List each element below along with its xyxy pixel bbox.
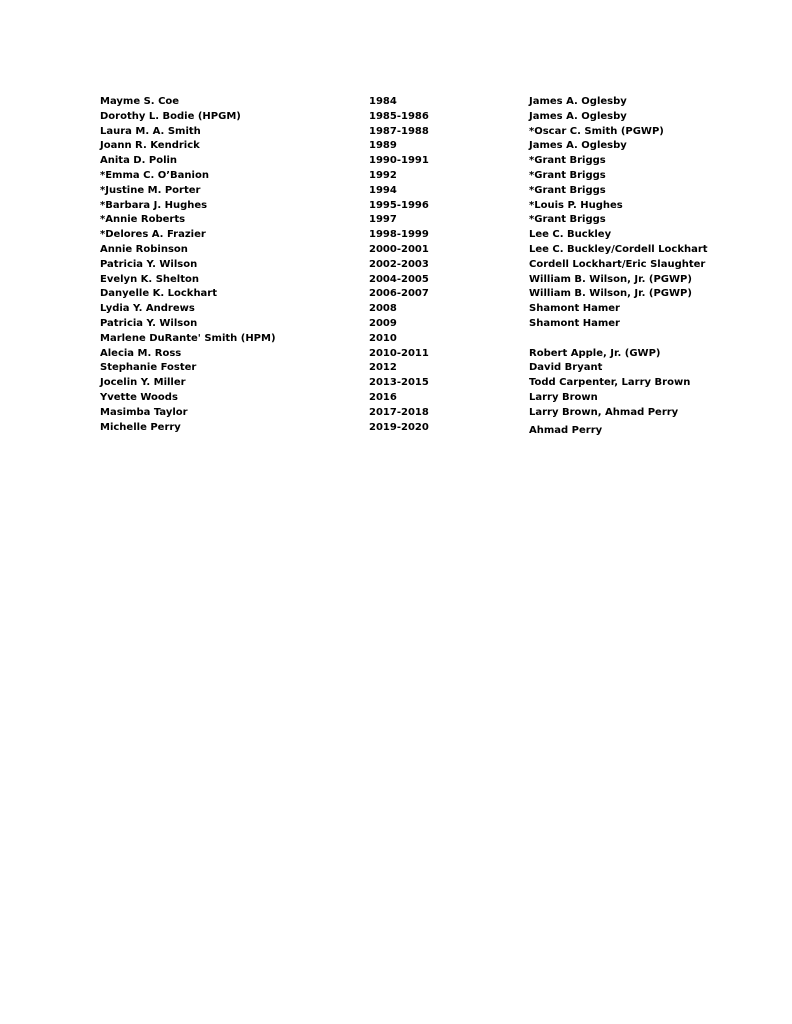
member-name: Patricia Y. Wilson xyxy=(100,317,198,329)
member-name: *Annie Roberts xyxy=(100,214,186,226)
term-years: 1989 xyxy=(369,140,397,152)
term-years: 1995-1996 xyxy=(369,199,429,211)
member-name: *Delores A. Frazier xyxy=(100,229,206,241)
member-name: Patricia Y. Wilson xyxy=(100,258,198,270)
partner-name: Lee C. Buckley xyxy=(529,229,612,241)
term-years: 2010-2011 xyxy=(369,347,429,359)
partner-name: David Bryant xyxy=(529,362,603,374)
term-years: 1997 xyxy=(369,214,397,226)
term-years: 1990-1991 xyxy=(369,155,429,167)
member-name: Annie Robinson xyxy=(100,243,188,255)
term-years: 1985-1986 xyxy=(369,110,429,122)
partner-name: Shamont Hamer xyxy=(529,317,620,329)
partner-name: Robert Apple, Jr. (GWP) xyxy=(529,347,661,359)
term-years: 2010 xyxy=(369,332,397,344)
term-years: 2017-2018 xyxy=(369,406,429,418)
term-years: 2006-2007 xyxy=(369,288,429,300)
term-years: 1994 xyxy=(369,184,397,196)
term-years: 2013-2015 xyxy=(369,377,429,389)
member-name: Yvette Woods xyxy=(100,391,178,403)
term-years: 2009 xyxy=(369,317,397,329)
partner-name: William B. Wilson, Jr. (PGWP) xyxy=(529,273,692,285)
partner-name: *Louis P. Hughes xyxy=(529,199,623,211)
term-years: 2012 xyxy=(369,362,397,374)
member-name: Jocelin Y. Miller xyxy=(100,377,186,389)
partner-name: Larry Brown, Ahmad Perry xyxy=(529,406,679,418)
member-name: Marlene DuRante' Smith (HPM) xyxy=(100,332,276,344)
partner-name: Lee C. Buckley/Cordell Lockhart xyxy=(529,243,708,255)
partner-name: William B. Wilson, Jr. (PGWP) xyxy=(529,288,692,300)
partner-name: *Oscar C. Smith (PGWP) xyxy=(529,125,664,137)
partner-name: Shamont Hamer xyxy=(529,303,620,315)
member-name: Mayme S. Coe xyxy=(100,96,180,107)
partner-name: Cordell Lockhart/Eric Slaughter xyxy=(529,258,706,270)
term-years: 2000-2001 xyxy=(369,243,429,255)
term-years: 2016 xyxy=(369,391,397,403)
member-name: *Emma C. O’Banion xyxy=(100,169,209,181)
member-name: Danyelle K. Lockhart xyxy=(100,288,218,300)
partner-name: *Grant Briggs xyxy=(529,169,606,181)
partner-name: Todd Carpenter, Larry Brown xyxy=(529,377,691,389)
member-name: Michelle Perry xyxy=(100,421,181,433)
member-name: Alecia M. Ross xyxy=(100,347,182,359)
term-years: 1992 xyxy=(369,169,397,181)
partner-name: *Grant Briggs xyxy=(529,184,606,196)
term-years: 1987-1988 xyxy=(369,125,429,137)
partner-name: *Grant Briggs xyxy=(529,155,606,167)
member-name: Anita D. Polin xyxy=(100,155,178,167)
term-years: 2002-2003 xyxy=(369,258,429,270)
member-name: Joann R. Kendrick xyxy=(100,140,200,152)
partner-name: James A. Oglesby xyxy=(529,140,627,152)
member-name: Dorothy L. Bodie (HPGM) xyxy=(100,110,241,122)
term-years: 2004-2005 xyxy=(369,273,429,285)
term-years: 1998-1999 xyxy=(369,229,429,241)
partner-name: James A. Oglesby xyxy=(529,96,627,107)
member-name: Laura M. A. Smith xyxy=(100,125,201,137)
term-years: 2008 xyxy=(369,303,397,315)
partner-name: *Grant Briggs xyxy=(529,214,606,226)
member-name: Masimba Taylor xyxy=(100,406,188,418)
member-name: Lydia Y. Andrews xyxy=(100,303,195,315)
member-name: Evelyn K. Shelton xyxy=(100,273,200,285)
term-years: 1984 xyxy=(369,96,397,107)
partner-name: Ahmad Perry xyxy=(529,424,603,436)
partner-name: Larry Brown xyxy=(529,391,598,403)
member-name: Stephanie Foster xyxy=(100,362,197,374)
term-years: 2019-2020 xyxy=(369,421,429,433)
partner-name: James A. Oglesby xyxy=(529,110,627,122)
member-name: *Justine M. Porter xyxy=(100,184,201,196)
member-name: *Barbara J. Hughes xyxy=(100,199,208,211)
